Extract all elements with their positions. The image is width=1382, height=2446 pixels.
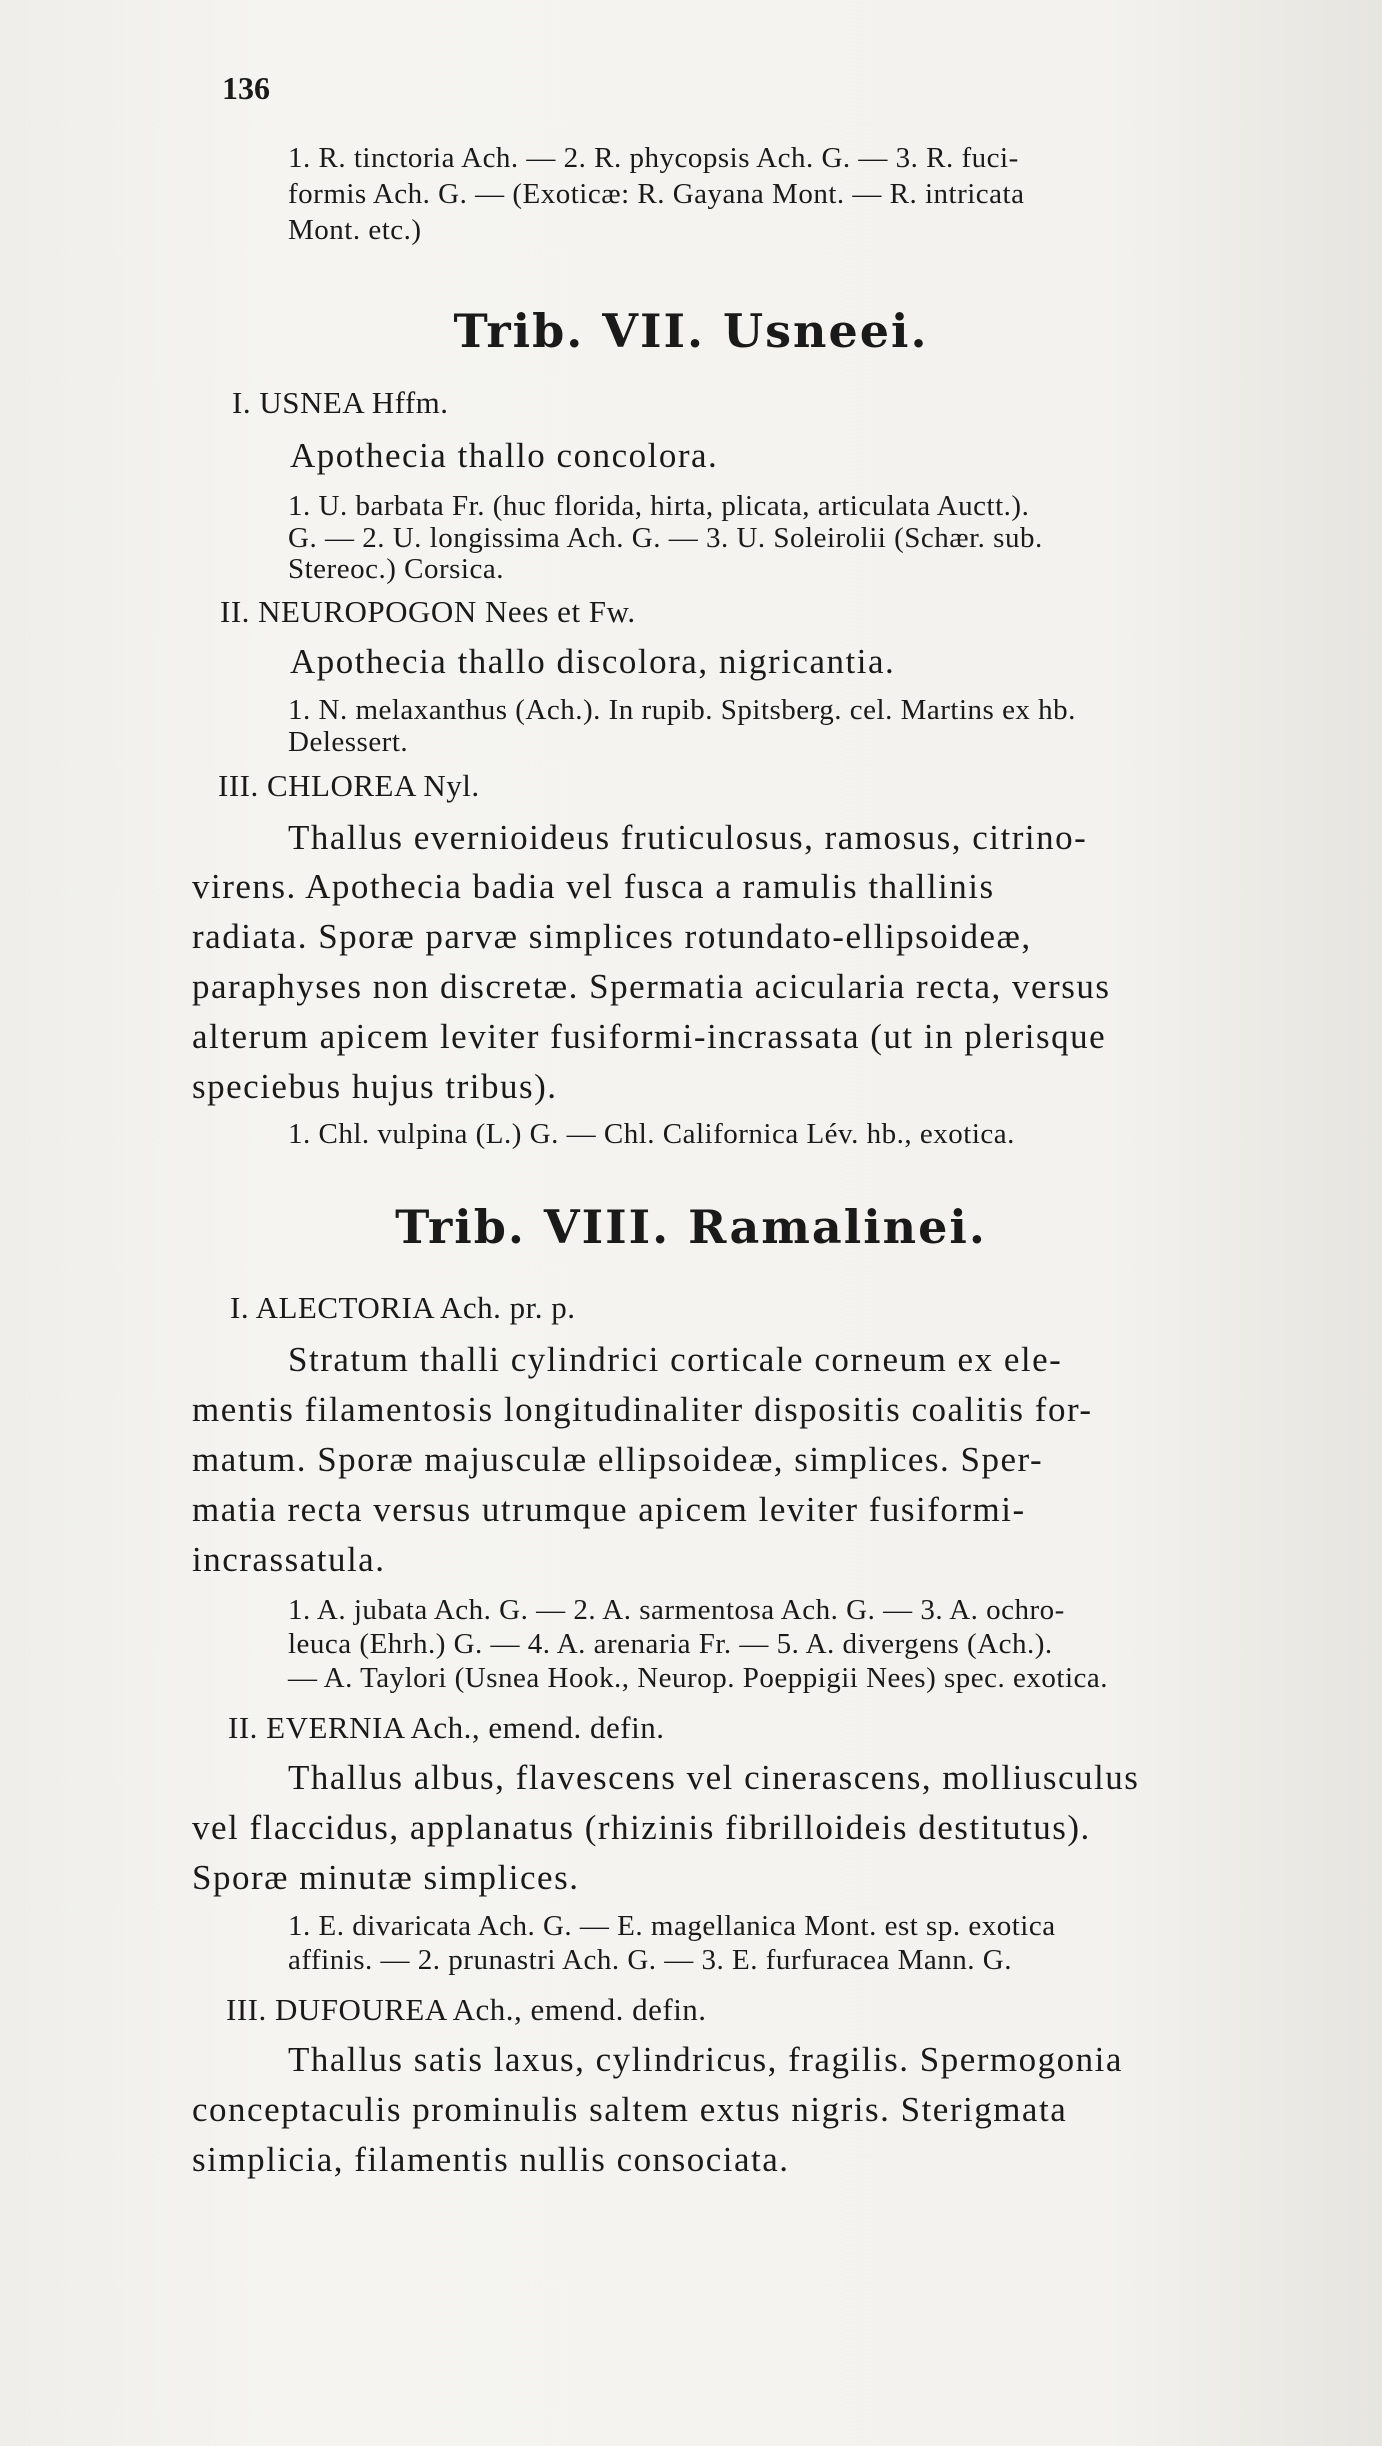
genus-heading: I. USNEA Hffm.: [232, 385, 449, 420]
text-line: mentis filamentosis longitudinaliter dispositis coalitis for-: [192, 1390, 1093, 1429]
text-line: paraphyses non discretæ. Spermatia acicularia recta, versus: [192, 967, 1111, 1006]
text-line: affinis. — 2. prunastri Ach. G. — 3. E. furfuracea Mann. G.: [288, 1944, 1012, 1976]
text-line: Thallus satis laxus, cylindricus, fragilis. Spermogonia: [288, 2040, 1123, 2079]
text-line: simplicia, filamentis nullis consociata.: [192, 2140, 790, 2179]
text-line: conceptaculis prominulis saltem extus nigris. Sterigmata: [192, 2090, 1068, 2129]
text-line: Sporæ minutæ simplices.: [192, 1858, 580, 1897]
text-line: alterum apicem leviter fusiformi-incrassata (ut in plerisque: [192, 1017, 1107, 1056]
text-line: formis Ach. G. — (Exoticæ: R. Gayana Mont. — R. intricata: [288, 178, 1025, 210]
text-line: incrassatula.: [192, 1540, 386, 1579]
text-line: — A. Taylori (Usnea Hook., Neurop. Poeppigii Nees) spec. exotica.: [288, 1662, 1109, 1694]
text-line: Stereoc.) Corsica.: [288, 553, 504, 585]
text-line: 1. A. jubata Ach. G. — 2. A. sarmentosa Ach. G. — 3. A. ochro-: [288, 1594, 1065, 1626]
genus-heading: III. CHLOREA Nyl.: [218, 768, 480, 803]
text-line: Thallus albus, flavescens vel cinerascens, molliusculus: [288, 1758, 1140, 1797]
text-line: G. — 2. U. longissima Ach. G. — 3. U. Soleirolii (Schær. sub.: [288, 522, 1043, 554]
text-line: 1. E. divaricata Ach. G. — E. magellanica Mont. est sp. exotica: [288, 1910, 1056, 1942]
genus-heading: II. NEUROPOGON Nees et Fw.: [220, 594, 636, 629]
text-line: 1. N. melaxanthus (Ach.). In rupib. Spitsberg. cel. Martins ex hb.: [288, 694, 1076, 726]
text-line: Apothecia thallo concolora.: [290, 436, 719, 475]
text-line: matum. Sporæ majusculæ ellipsoideæ, simplices. Sper-: [192, 1440, 1044, 1479]
page-number: 136: [222, 70, 270, 106]
section-heading-ramalinei: Trib. VIII. Ramalinei.: [395, 1200, 987, 1254]
text-line: virens. Apothecia badia vel fusca a ramulis thallinis: [192, 867, 995, 906]
text-line: 1. R. tinctoria Ach. — 2. R. phycopsis Ach. G. — 3. R. fuci-: [288, 142, 1019, 174]
text-line: vel flaccidus, applanatus (rhizinis fibrilloideis destitutus).: [192, 1808, 1091, 1847]
text-line: radiata. Sporæ parvæ simplices rotundato-ellipsoideæ,: [192, 917, 1032, 956]
text-line: matia recta versus utrumque apicem leviter fusiformi-: [192, 1490, 1026, 1529]
text-line: 1. Chl. vulpina (L.) G. — Chl. Californica Lév. hb., exotica.: [288, 1118, 1015, 1150]
text-line: Delessert.: [288, 726, 409, 758]
genus-heading: II. EVERNIA Ach., emend. defin.: [228, 1710, 665, 1745]
genus-heading: III. DUFOUREA Ach., emend. defin.: [226, 1992, 707, 2027]
text-line: speciebus hujus tribus).: [192, 1067, 558, 1106]
text-line: Apothecia thallo discolora, nigricantia.: [290, 642, 896, 681]
text-line: Mont. etc.): [288, 214, 422, 246]
section-heading-usneei: Trib. VII. Usneei.: [453, 304, 929, 358]
text-line: Thallus evernioideus fruticulosus, ramosus, citrino-: [288, 818, 1088, 857]
text-line: leuca (Ehrh.) G. — 4. A. arenaria Fr. — 5. A. divergens (Ach.).: [288, 1628, 1053, 1660]
text-line: 1. U. barbata Fr. (huc florida, hirta, plicata, articulata Auctt.).: [288, 490, 1030, 522]
text-line: Stratum thalli cylindrici corticale corneum ex ele-: [288, 1340, 1063, 1379]
genus-heading: I. ALECTORIA Ach. pr. p.: [230, 1290, 576, 1325]
